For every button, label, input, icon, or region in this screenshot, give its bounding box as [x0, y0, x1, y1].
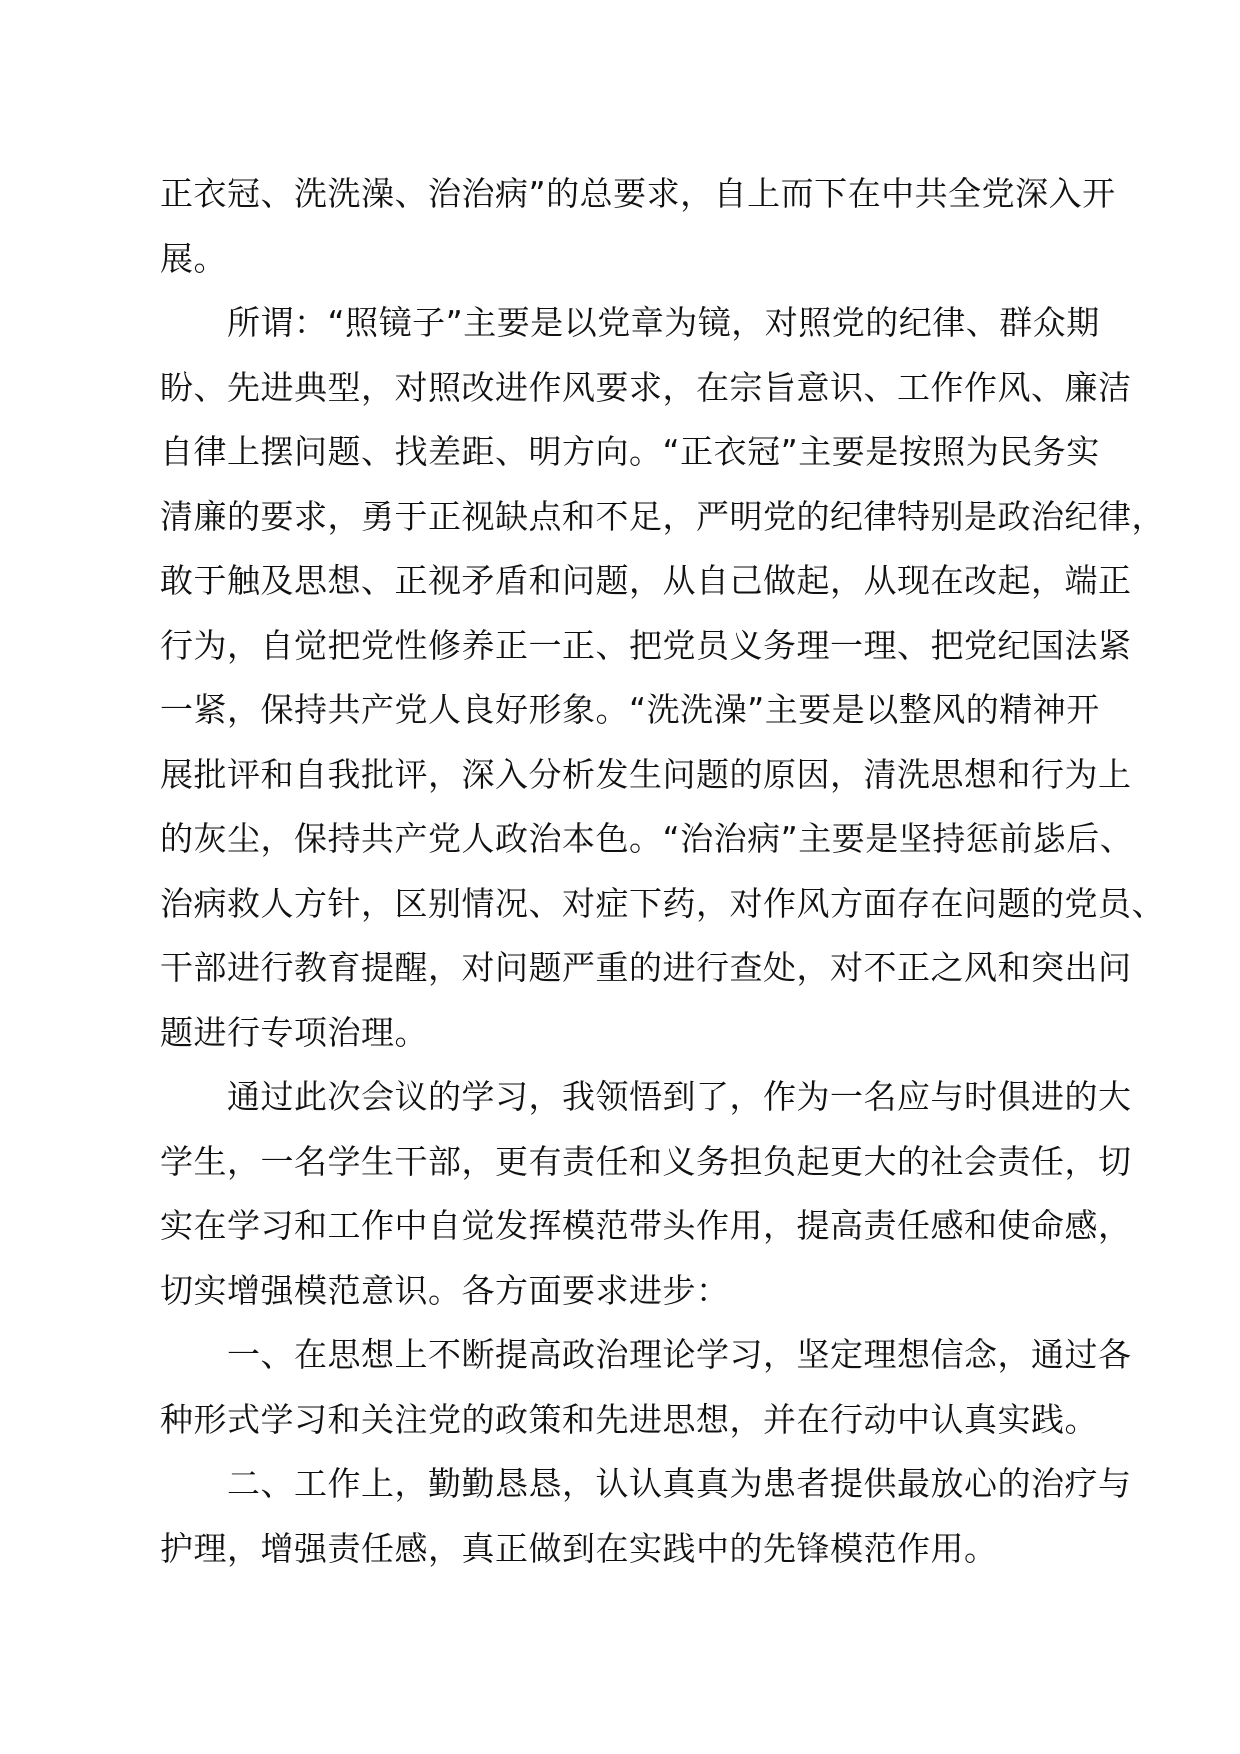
text-line: 正衣冠、洗洗澡、治治病”的总要求，自上而下在中共全党深入开 [160, 174, 1116, 213]
text-line: 行为，自觉把党性修养正一正、把党员义务理一理、把党纪国法紧 [160, 625, 1132, 665]
text-line: 二、工作上，勤勤恳恳，认认真真为患者提供最放心的治疗与 [160, 1464, 1132, 1503]
text-line: 的灰尘，保持共产党人政治本色。“治治病”主要是坚持惩前毖后、 [160, 819, 1134, 858]
text-line: 展。 [160, 238, 227, 278]
text-line: 展批评和自我批评，深入分析发生问题的原因，清洗思想和行为上 [160, 754, 1132, 794]
text-line: 学生，一名学生干部，更有责任和义务担负起更大的社会责任，切 [160, 1141, 1132, 1181]
text-line: 护理，增强责任感，真正做到在实践中的先锋模范作用。 [160, 1528, 998, 1568]
text-line: 通过此次会议的学习，我领悟到了，作为一名应与时俱进的大 [160, 1077, 1132, 1116]
text-line: 题进行专项治理。 [160, 1012, 428, 1052]
text-line: 所谓：“照镜子”主要是以党章为镜，对照党的纪律、群众期 [160, 303, 1100, 342]
text-line: 治病救人方针，区别情况、对症下药，对作风方面存在问题的党员、 [160, 883, 1165, 923]
text-line: 切实增强模范意识。各方面要求进步： [160, 1270, 730, 1310]
document-body [160, 162, 1165, 1581]
text-line: 种形式学习和关注党的政策和先进思想，并在行动中认真实践。 [160, 1399, 1098, 1439]
text-line: 一紧，保持共产党人良好形象。“洗洗澡”主要是以整风的精神开 [160, 690, 1100, 729]
text-line: 盼、先进典型，对照改进作风要求，在宗旨意识、工作作风、廉洁 [160, 367, 1132, 407]
text-line: 一、在思想上不断提高政治理论学习，坚定理想信念，通过各 [160, 1335, 1132, 1374]
text-line: 干部进行教育提醒，对问题严重的进行查处，对不正之风和突出问 [160, 948, 1132, 987]
text-line: 敢于触及思想、正视矛盾和问题，从自己做起，从现在改起，端正 [160, 561, 1132, 600]
text-line: 实在学习和工作中自觉发挥模范带头作用，提高责任感和使命感， [160, 1206, 1132, 1245]
text-line: 清廉的要求，勇于正视缺点和不足，严明党的纪律特别是政治纪律， [160, 496, 1165, 536]
text-line: 自律上摆问题、找差距、明方向。“正衣冠”主要是按照为民务实 [160, 432, 1100, 471]
